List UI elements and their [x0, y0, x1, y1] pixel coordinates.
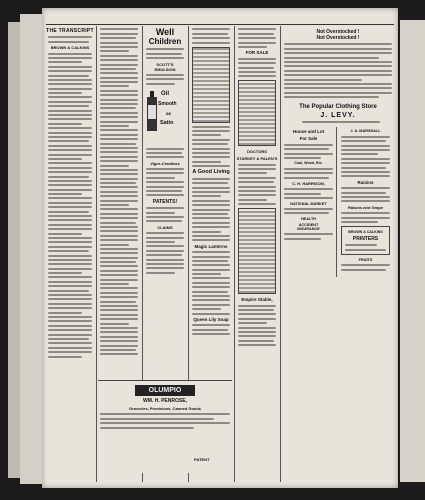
- ad-headline-well: Well: [155, 27, 175, 37]
- empire-stable-heading: Empire Stable,: [241, 297, 273, 303]
- olympic-banner: OLUMPIO: [135, 385, 195, 396]
- good-living-heading: A Good Living: [192, 169, 230, 176]
- accident-heading: ACCIDENT: [298, 222, 319, 227]
- doctors-heading: DOCTORS: [247, 149, 267, 155]
- ad-word-as: as: [166, 111, 172, 117]
- popular-clothing-heading: The Popular Clothing Store: [299, 104, 377, 111]
- ad-word-satin: Satin: [160, 120, 174, 127]
- harrison-heading: C. H. HARRISON,: [292, 180, 325, 186]
- printers-heading: PRINTERS: [352, 235, 379, 242]
- column-rule: [96, 26, 97, 482]
- top-rule: [46, 24, 394, 25]
- for-sale-heading: For Sale: [299, 136, 318, 142]
- dense-text-block: [192, 47, 230, 123]
- vigor-heading: Vigor-Creatives: [150, 160, 180, 166]
- penrose-heading: WM. H. PENROSE,: [143, 398, 187, 404]
- national-market-heading: NATIONAL MARKET: [290, 201, 327, 206]
- ad-headline-children: Children: [148, 37, 182, 46]
- patents-heading: PATENTS!: [152, 198, 178, 205]
- ad-word-oil: Oil: [161, 91, 170, 98]
- health-heading: HEALTH: [300, 216, 317, 221]
- scotts-label: SCOTT'S: [156, 61, 174, 67]
- patent-label: PATENT: [194, 457, 210, 462]
- overstocked-heading-2: Not Overstocked !: [316, 35, 360, 41]
- column-rule: [280, 26, 281, 482]
- emulsion-label: EMULSION: [154, 66, 176, 72]
- claims-heading: CLAIMS: [157, 224, 173, 230]
- for-sale-notice: FOR SALE: [245, 50, 269, 56]
- groceries-heading: Groceries, Provisions, Canned Goods: [128, 406, 202, 411]
- legal-notice-block: [238, 80, 276, 146]
- insurance-heading: INSURANCE: [297, 226, 320, 231]
- publisher-name: BROWN & CALKINS: [50, 45, 90, 51]
- printers-ad: [341, 226, 390, 255]
- brown-calkins-heading: BROWN & CALKINS: [348, 229, 383, 234]
- newspaper-page: [42, 8, 398, 488]
- dense-text-block: [238, 208, 276, 294]
- fruits-heading: FRUITS: [358, 258, 373, 263]
- column-1: [46, 26, 94, 482]
- raisins-grape-heading: Raisins and Grape: [347, 204, 384, 210]
- bottle-ad: [144, 87, 186, 145]
- bottom-grocery-ad: [98, 380, 232, 473]
- house-lot-heading: House and Lot: [292, 129, 325, 135]
- classified-grid: [282, 127, 394, 277]
- overstocked-heading-1: Not Overstocked !: [316, 29, 360, 35]
- ad-word-smooth: Smooth: [158, 101, 177, 108]
- magic-lanterns-heading: Magic Lanterns: [194, 243, 228, 249]
- column-5: [236, 26, 278, 482]
- fuel-heading: Coal, Wood, Etc.: [294, 161, 323, 166]
- queen-lily-heading: Queen Lily Soap: [193, 316, 229, 322]
- right-page-edge: [400, 20, 425, 482]
- masthead-title: THE TRANSCRIPT: [46, 28, 94, 34]
- column-6: [282, 26, 394, 482]
- marshall-heading: J. A. MARSHALL: [350, 129, 381, 134]
- starkey-palen-heading: STARKEY & PALEN'S: [236, 156, 278, 162]
- column-rule: [234, 26, 235, 482]
- raisins-heading: Raisins: [357, 179, 374, 185]
- levy-name: J. LEVY.: [320, 112, 356, 120]
- stacked-page-edge: [20, 14, 44, 484]
